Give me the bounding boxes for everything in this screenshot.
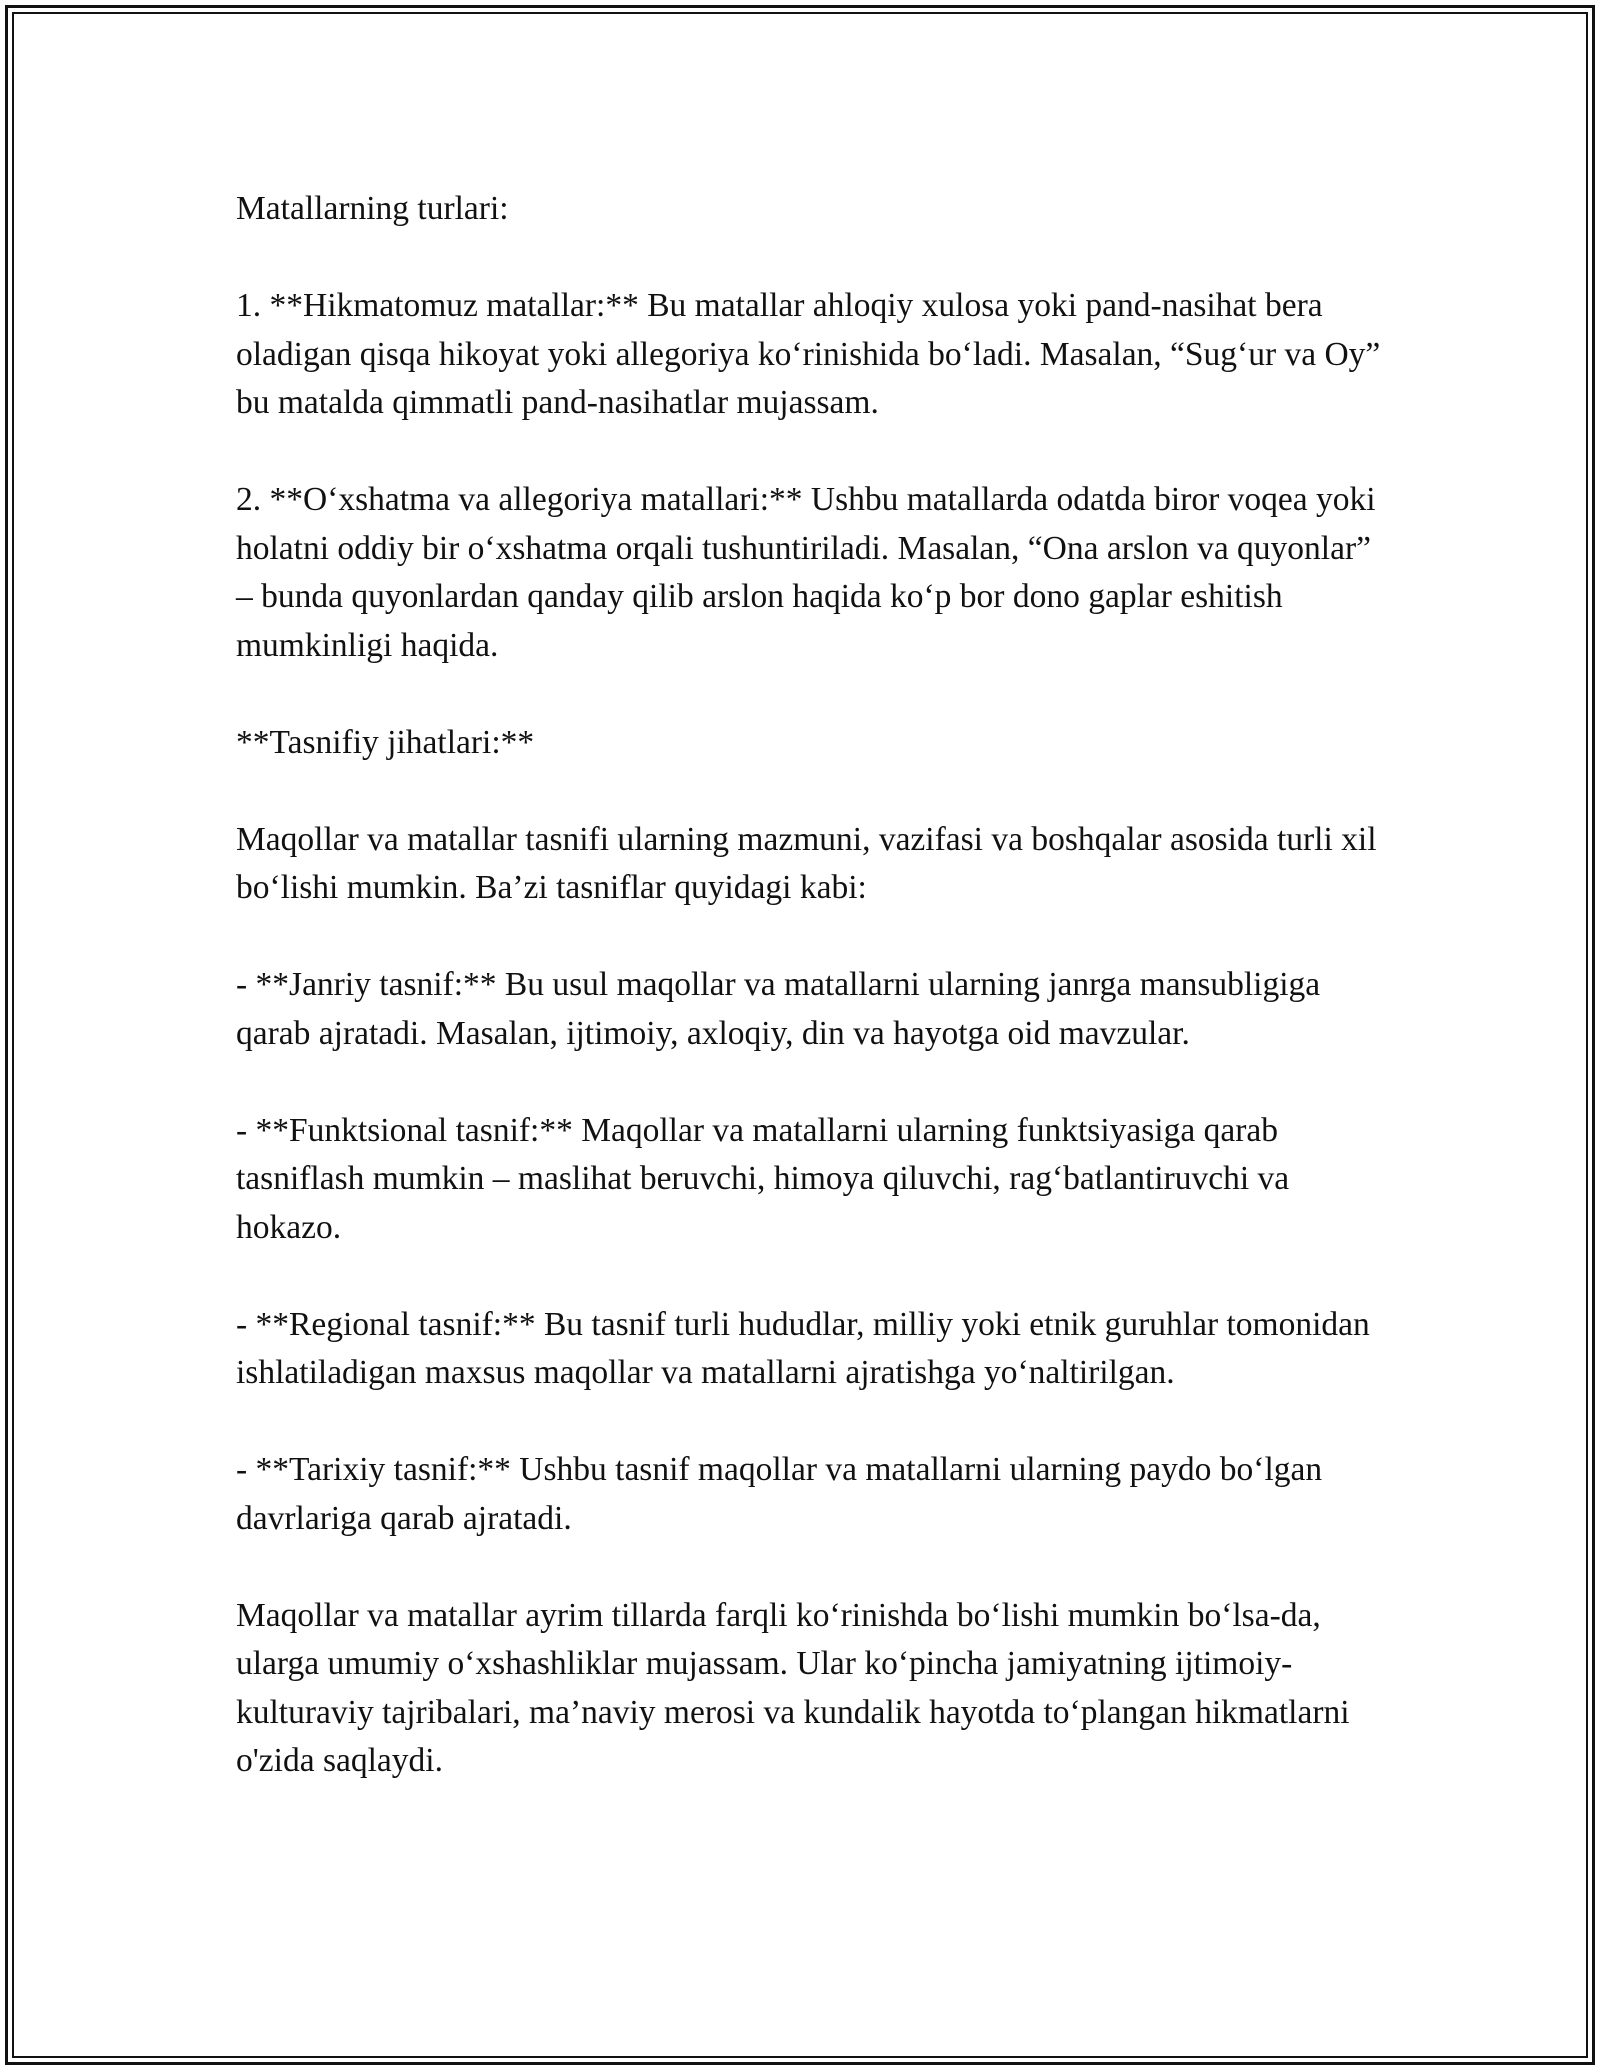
paragraph-conclusion: Maqollar va matallar ayrim tillarda farqli ko‘rinishda bo‘lishi mumkin bo‘lsa-da, ularga umumiy o‘xshashliklar mujassam. Ular ko‘pincha jamiyatning ijtimoiy-kulturaviy tajribalari, ma’naviy merosi va kundalik hayotda to‘plangan hikmatlarni o'zida saqlaydi.: [236, 1596, 1350, 1779]
document-body: [236, 185, 1396, 1786]
paragraph-intro: Maqollar va matallar tasnifi ularning mazmuni, vazifasi va boshqalar asosida turli xil bo‘lishi mumkin. Ba’zi tasniflar quyidagi kabi:: [236, 820, 1377, 906]
list-item-hikmatomuz: 1. **Hikmatomuz matallar:** Bu matallar ahloqiy xulosa yoki pand-nasihat bera oladigan qisqa hikoyat yoki allegoriya ko‘rinishida bo‘ladi. Masalan, “Sug‘ur va Oy” bu matalda qimmatli pand-nasihatlar mujassam.: [236, 287, 1381, 421]
list-item-oxshatma: 2. **O‘xshatma va allegoriya matallari:** Ushbu matallarda odatda biror voqea yoki holatni oddiy bir o‘xshatma orqali tushuntiriladi. Masalan, “Ona arslon va quyonlar” – bunda quyonlardan qanday qilib arslon haqida ko‘p bor dono gaplar eshitish mumkinligi haqida.: [236, 481, 1376, 664]
bullet-janriy: - **Janriy tasnif:** Bu usul maqollar va matallarni ularning janrga mansubligiga qarab ajratadi. Masalan, ijtimoiy, axloqiy, din va hayotga oid mavzular.: [236, 966, 1321, 1052]
bullet-funktsional: - **Funktsional tasnif:** Maqollar va matallarni ularning funktsiyasiga qarab tasniflash mumkin – maslihat beruvchi, himoya qiluvchi, rag‘batlantiruvchi va hokazo.: [236, 1111, 1290, 1246]
section-heading-tasnifiy: **Tasnifiy jihatlari:**: [236, 723, 535, 761]
bullet-regional: - **Regional tasnif:** Bu tasnif turli hududlar, milliy yoki etnik guruhlar tomonidan ishlatiladigan maxsus maqollar va matallarni ajratishga yo‘naltirilgan.: [236, 1305, 1370, 1391]
bullet-tarixiy: - **Tarixiy tasnif:** Ushbu tasnif maqollar va matallarni ularning paydo bo‘lgan davrlariga qarab ajratadi.: [236, 1451, 1323, 1537]
document-heading: Matallarning turlari:: [236, 190, 509, 227]
